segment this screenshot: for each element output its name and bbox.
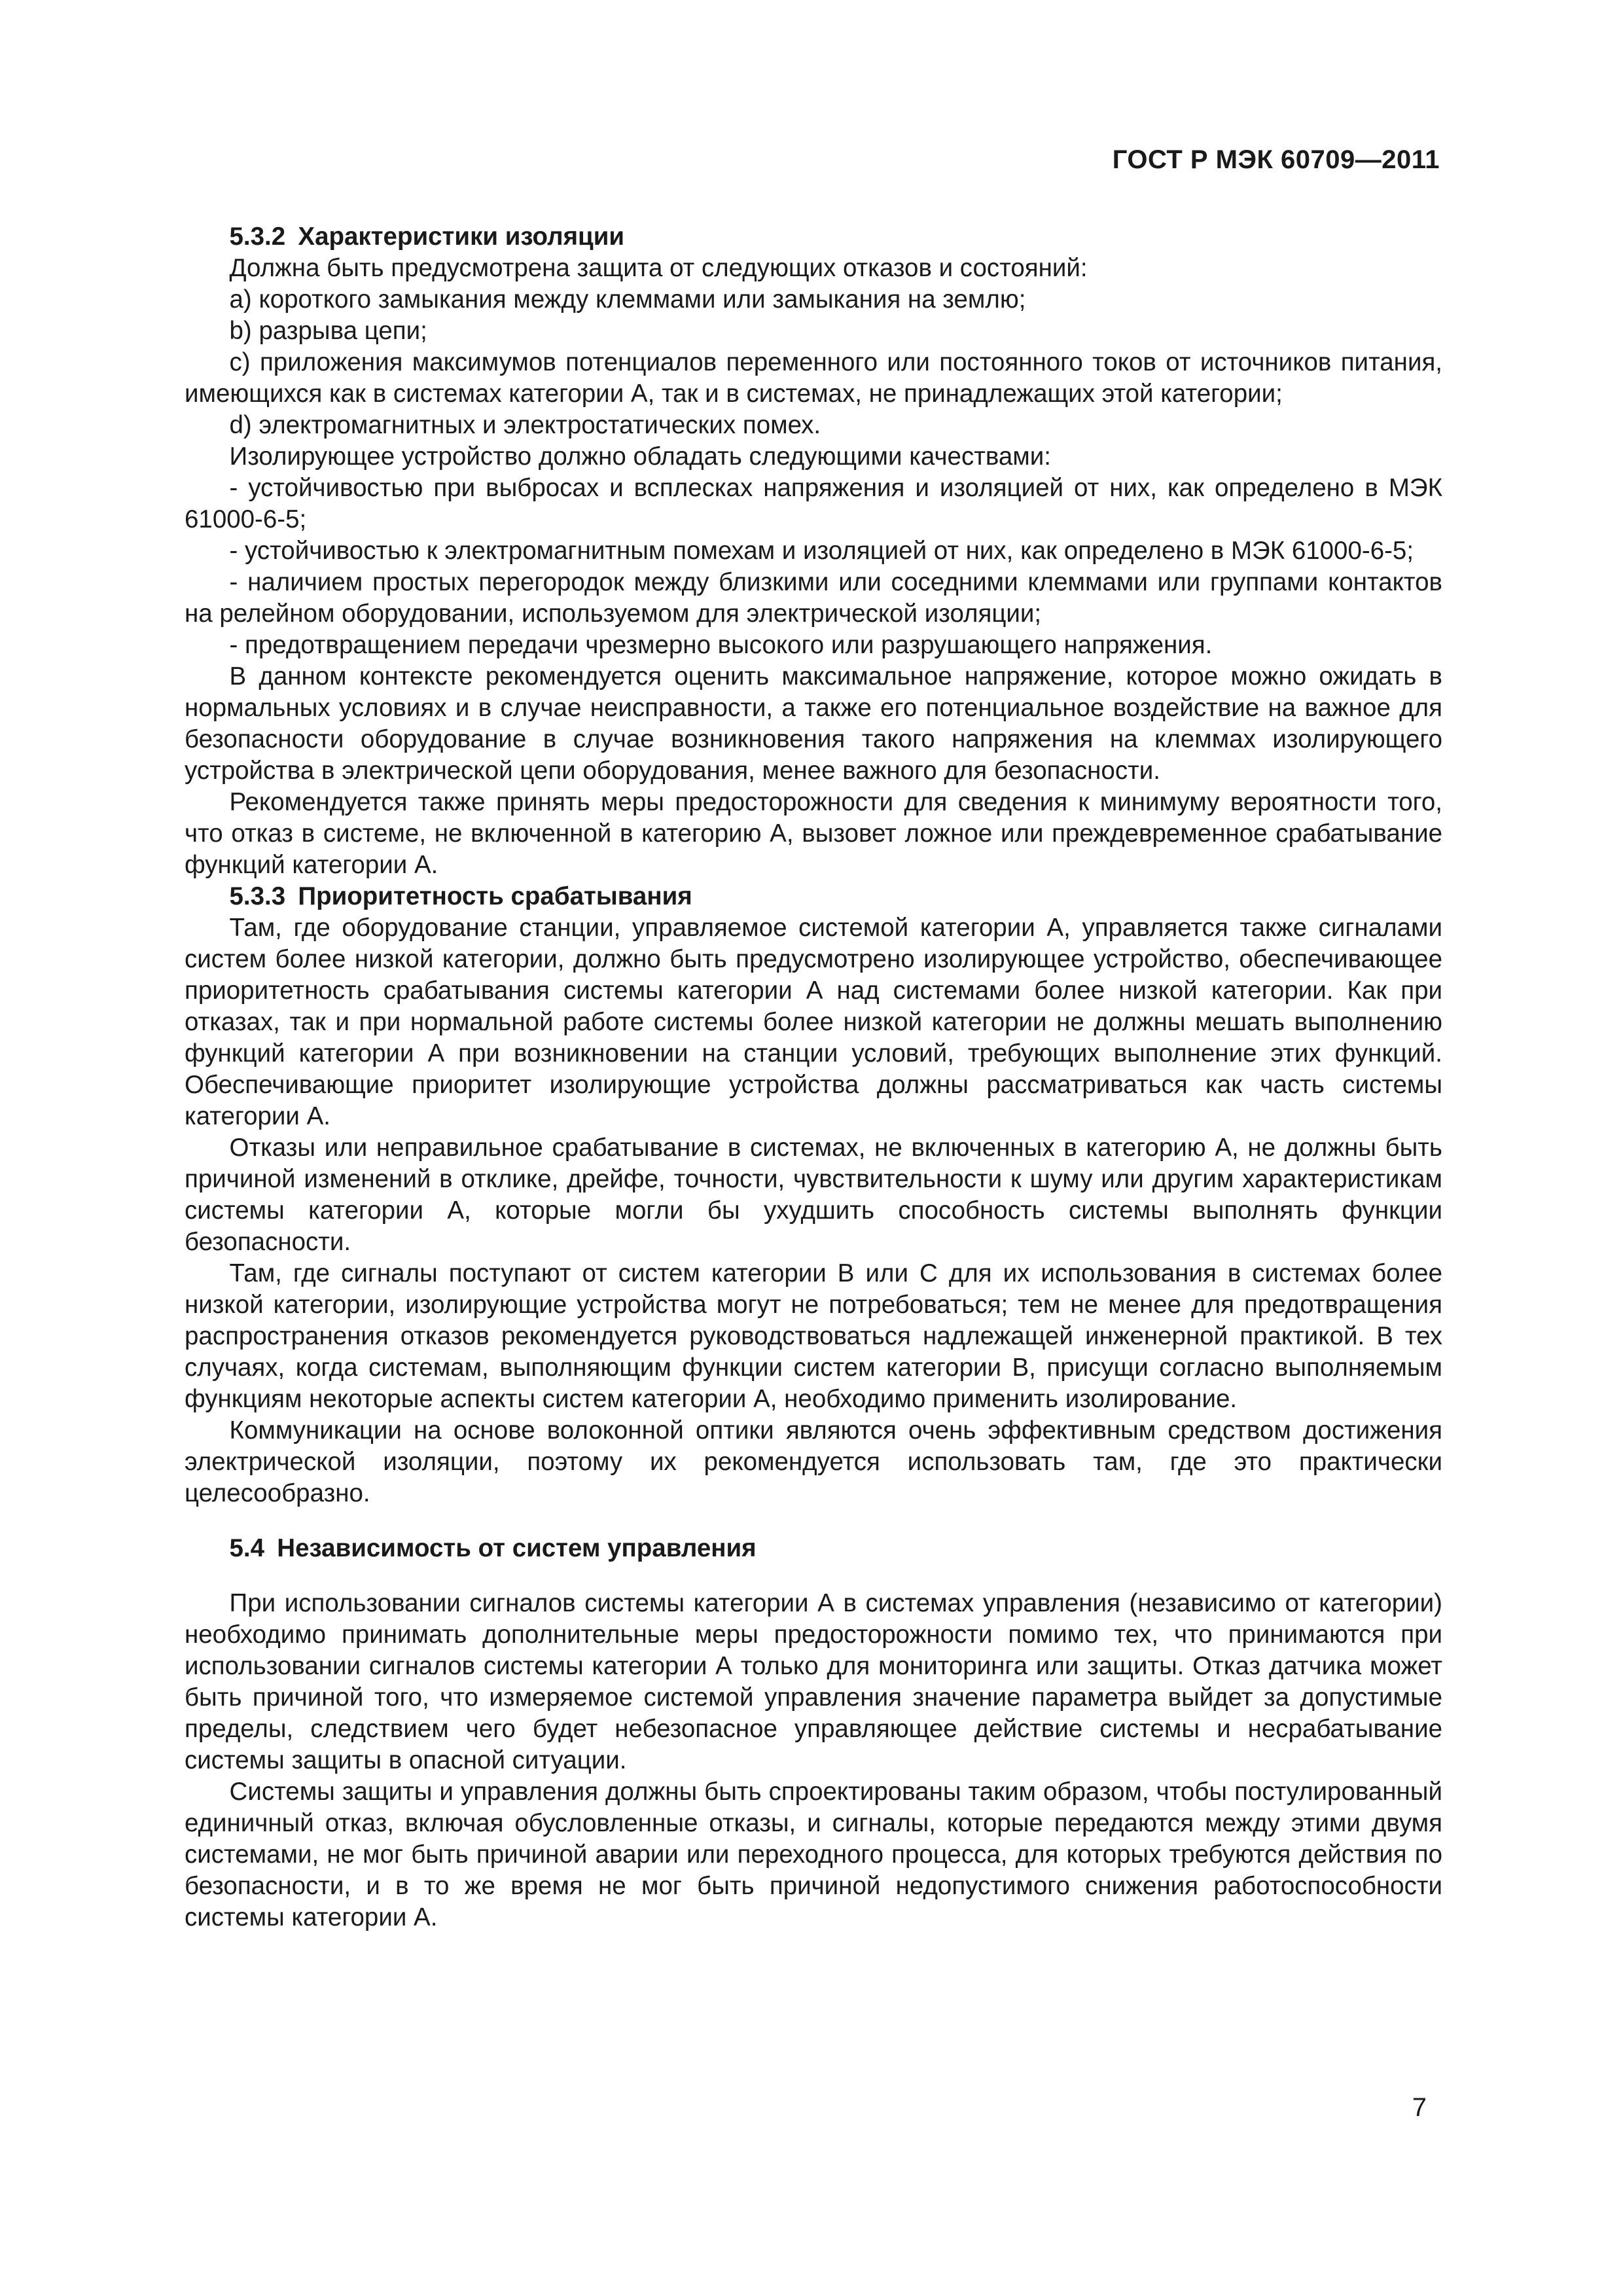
section-title: Приоритетность срабатывания [298,882,692,910]
list-item: - предотвращением передачи чрезмерно высокого или разрушающего напряжения. [229,631,1213,659]
paragraph: При использовании сигналов системы категории А в системах управления (независимо от категории) необходимо принимать дополнительные меры предосторожности помимо тех, что принимаются при использовании сигналов системы категории А только для мониторинга или защиты. Отказ датчика может быть причиной того, что измеряемое системой управления значение параметра выйдет за допустимые пределы, следствием чего будет небезопасное управляющее действие системы и несрабатывание системы защиты в опасной ситуации. [185,1589,1442,1774]
list-item: - устойчивостью к электромагнитным помехам и изоляцией от них, как определено в МЭК 61000-6-5; [229,537,1414,565]
list-item: с) приложения максимумов потенциалов переменного или постоянного токов от источников питания, имеющихся как в системах категории А, так и в системах, не принадлежащих этой категории; [185,348,1442,408]
page-number: 7 [1412,2093,1427,2122]
paragraph: В данном контексте рекомендуется оценить максимальное напряжение, которое можно ожидать в нормальных условиях и в случае неисправности, а также его потенциальное воздействие на важное для безопасности оборудование в случае возникновения такого напряжения на клеммах изолирующего устройства в электрической цепи оборудования, менее важного для безопасности. [185,662,1442,785]
standard-designation: ГОСТ Р МЭК 60709—2011 [1112,145,1440,174]
list-item: - устойчивостью при выбросах и всплесках напряжения и изоляцией от них, как определено в МЭК 61000-6-5; [185,474,1442,533]
paragraph: Системы защиты и управления должны быть спроектированы таким образом, чтобы постулированный единичный отказ, включая обусловленные отказы, и сигналы, которые передаются между этими двумя системами, не мог быть причиной аварии или переходного процесса, для которых требуются действия по безопасности, и в то же время не мог быть причиной недопустимого снижения работоспособности системы категории А. [185,1778,1442,1931]
section-title: Характеристики изоляции [298,223,625,251]
list-item: d) электромагнитных и электростатических помех. [229,411,821,439]
section-heading-5-3-3 [185,881,1442,912]
paragraph: Отказы или неправильное срабатывание в системах, не включенных в категорию А, не должны быть причиной изменений в отклике, дрейфе, точности, чувствительности к шуму или другим характеристикам системы категории А, которые могли бы ухудшить способность системы выполнять функции безопасности. [185,1134,1442,1256]
list-item: а) короткого замыкания между клеммами или замыкания на землю; [229,285,1026,314]
paragraph: Изолирующее устройство должно обладать следующими качествами: [229,442,1051,471]
paragraph: Там, где сигналы поступают от систем категории В или С для их использования в системах более низкой категории, изолирующие устройства могут не потребоваться; тем не менее для предотвращения распространения отказов рекомендуется руководствоваться надлежащей инженерной практикой. В тех случаях, когда системам, выполняющим функции систем категории В, присущи согласно выполняемым функциям некоторые аспекты систем категории А, необходимо применить изолирование. [185,1259,1442,1413]
section-number: 5.4 [229,1534,265,1562]
paragraph: Рекомендуется также принять меры предосторожности для сведения к минимуму вероятности того, что отказ в системе, не включенной в категорию А, вызовет ложное или преждевременное срабатывание функций категории А. [185,788,1442,879]
paragraph: Там, где оборудование станции, управляемое системой категории А, управляется также сигналами систем более низкой категории, должно быть предусмотрено изолирующее устройство, обеспечивающее приоритетность срабатывания системы категории А над системами более низкой категории. Как при отказах, так и при нормальной работе системы более низкой категории не должны мешать выполнению функций категории А при возникновении на станции условий, требующих выполнение этих функций. Обеспечивающие приоритет изолирующие устройства должны рассматриваться как часть системы категории А. [185,914,1442,1130]
list-item: b) разрыва цепи; [229,317,427,345]
paragraph: Должна быть предусмотрена защита от следующих отказов и состояний: [229,254,1088,282]
section-heading-5-3-2 [185,221,1442,253]
list-item: - наличием простых перегородок между близкими или соседними клеммами или группами контактов на релейном оборудовании, используемом для электрической изоляции; [185,568,1442,628]
paragraph: Коммуникации на основе волоконной оптики являются очень эффективным средством достижения электрической изоляции, поэтому их рекомендуется использовать там, где это практически целесообразно. [185,1416,1442,1507]
section-title: Независимость от систем управления [277,1534,757,1562]
page-content [185,221,1442,1933]
section-number: 5.3.2 [229,223,286,251]
section-number: 5.3.3 [229,882,286,910]
section-heading-5-4 [185,1533,1442,1564]
